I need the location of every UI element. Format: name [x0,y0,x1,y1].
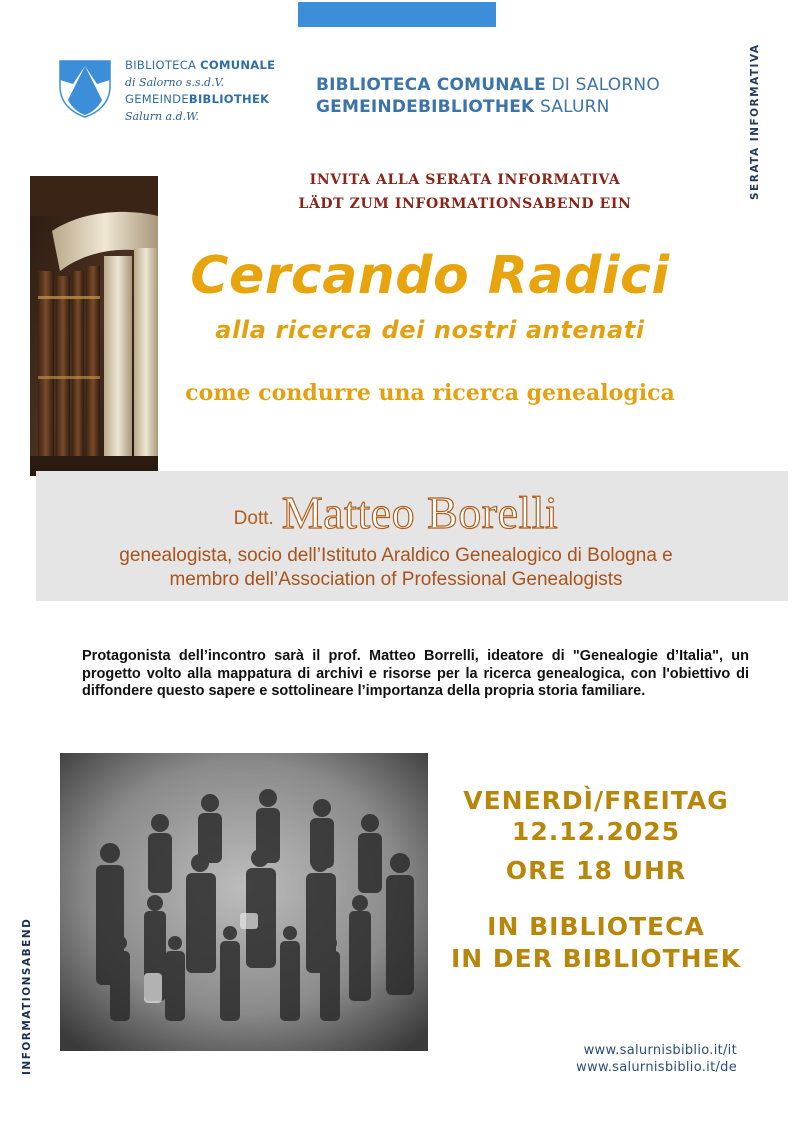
logo-line-de: GEMEINDEBIBLIOTHEK [125,92,270,106]
logo-sub-it: di Salorno s.s.d.V. [125,76,225,89]
historic-family-photo [60,753,428,1051]
speaker-name: Matteo Borelli [281,487,559,538]
logo-line-it: BIBLIOTECA COMUNALE [125,58,276,72]
logo-sub-de: Salurn a.d.W. [125,110,200,123]
event-title: Cercando Radici [190,246,670,306]
website-link-de[interactable]: www.salurnisbiblio.it/de [576,1060,737,1075]
top-decorative-bar [298,2,496,27]
event-place-de: IN DER BIBLIOTHEK [450,944,742,973]
event-date: 12.12.2025 [511,817,681,846]
speaker-name-block [36,486,756,539]
speaker-role-line1: genealogista, socio dell’Istituto Araldico Genealogico di Bologna e [119,545,673,566]
speaker-title: Dott. [233,508,274,529]
header-line-it: BIBLIOTECA COMUNALE DI SALORNO [316,75,660,95]
library-shield-logo-icon [59,60,111,118]
event-topic: come condurre una ricerca genealogica [185,380,675,406]
side-label-bottom: INFORMATIONSABEND [21,917,33,1075]
event-place-it: IN BIBLIOTECA [487,912,705,941]
header-library-name [316,74,660,118]
invitation-de: LÄDT ZUM INFORMATIONSABEND EIN [298,196,632,212]
speaker-role-line2: membro dell’Association of Professional Genealogists [169,569,623,590]
library-logo-text [125,57,305,125]
speaker-role [36,544,756,592]
website-link-it[interactable]: www.salurnisbiblio.it/it [583,1043,737,1058]
old-books-image [30,176,158,476]
side-label-top: SERATA INFORMATIVA [749,43,761,200]
header-line-de: GEMEINDEBIBLIOTHEK SALURN [316,97,610,117]
event-subtitle: alla ricerca dei nostri antenati [215,316,645,344]
event-description: Protagonista dell’incontro sarà il prof. Matteo Borrelli, ideatore di "Genealogie d’Italia", un progetto volto alla mappatura di archivi e risorse per la ricerca genealogica, con l'obiettivo di diffondere questo sapere e sottolineare l’importanza della propria storia familiare. [82,648,749,699]
event-time: ORE 18 UHR [505,856,687,885]
invitation-it: INVITA ALLA SERATA INFORMATIVA [309,172,621,188]
event-day: VENERDÌ/FREITAG [463,786,729,815]
